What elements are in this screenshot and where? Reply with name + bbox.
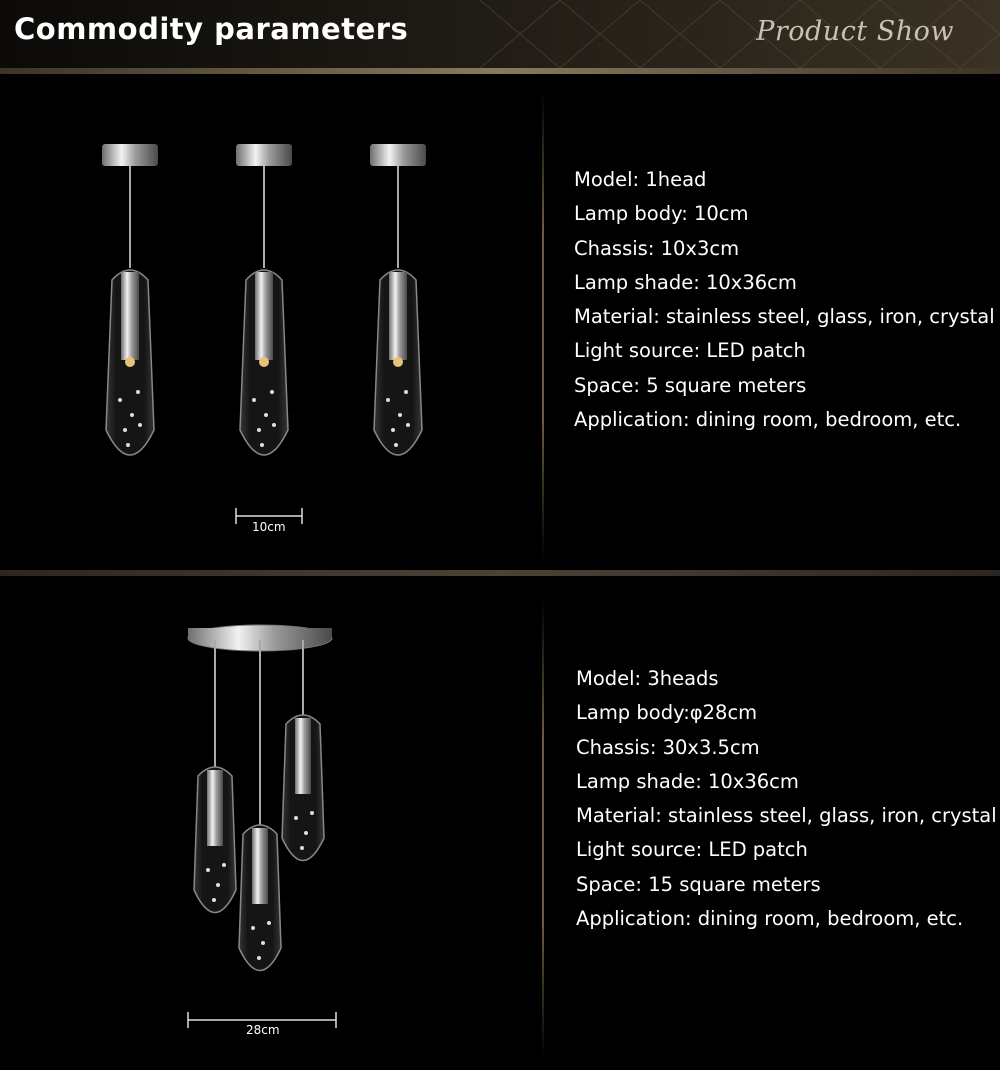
pendant-lamp	[239, 825, 281, 971]
pendant-lamp	[194, 767, 236, 913]
lamp-3heads-image	[180, 610, 350, 1050]
spec-lamp-shade: Lamp shade: 10x36cm	[576, 769, 799, 793]
product-show-label: Product Show	[756, 16, 954, 47]
page-title: Commodity parameters	[14, 12, 409, 46]
dimension-label: 28cm	[246, 1023, 280, 1037]
spec-lamp-body: Lamp body:φ28cm	[576, 701, 758, 725]
spec-model: Model: 1head	[574, 168, 707, 191]
spec-material: Material: stainless steel, glass, iron, crystal	[574, 305, 995, 329]
spec-space: Space: 15 square meters	[576, 872, 821, 896]
lamp-1head-image	[90, 130, 450, 540]
pendant-lamp	[282, 715, 324, 861]
pendant-lamp	[102, 144, 158, 455]
spec-space: Space: 5 square meters	[574, 373, 807, 397]
specs-list-1head	[574, 163, 995, 437]
spec-material: Material: stainless steel, glass, iron, crystal	[576, 804, 997, 828]
spec-lamp-body: Lamp body: 10cm	[574, 202, 749, 226]
header-banner	[0, 0, 1000, 68]
spec-application: Application: dining room, bedroom, etc.	[574, 408, 962, 432]
header-rule	[0, 68, 1000, 74]
spec-model: Model: 3heads	[576, 667, 719, 690]
spec-light-source: Light source: LED patch	[574, 339, 806, 363]
section-divider	[542, 90, 544, 560]
spec-lamp-shade: Lamp shade: 10x36cm	[574, 270, 797, 294]
specs-list-3heads	[576, 662, 997, 936]
pendant-lamp	[236, 144, 292, 455]
spec-chassis: Chassis: 10x3cm	[574, 236, 740, 260]
dimension-label: 10cm	[252, 520, 286, 534]
pendant-lamp	[370, 144, 426, 455]
section-rule	[0, 570, 1000, 576]
spec-light-source: Light source: LED patch	[576, 838, 808, 862]
spec-application: Application: dining room, bedroom, etc.	[576, 907, 964, 931]
section-divider	[542, 600, 544, 1060]
spec-chassis: Chassis: 30x3.5cm	[576, 735, 760, 759]
